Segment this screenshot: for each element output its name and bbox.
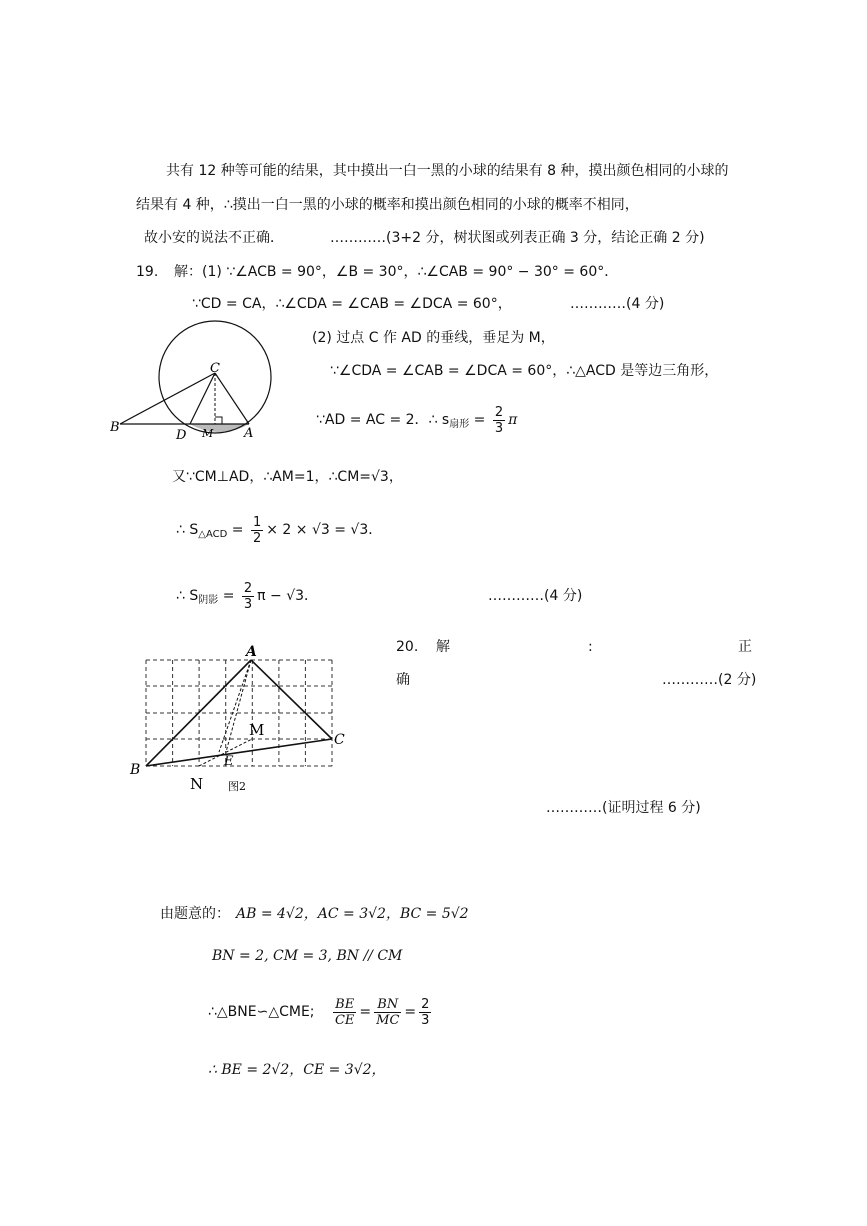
frac-den: MC xyxy=(376,1012,400,1028)
frac-num: 2 xyxy=(421,996,430,1012)
label-d: D xyxy=(176,428,187,443)
q19-score-2: …………(4 分) xyxy=(488,588,583,604)
label-m: M xyxy=(249,721,265,739)
given-label: 由题意的： xyxy=(160,906,230,922)
label-a: A xyxy=(246,644,257,660)
q18-score: …………(3+2 分，树状图或列表正确 3 分，结论正确 2 分) xyxy=(330,230,705,246)
equals: = xyxy=(469,412,490,428)
fraction-bn-mc xyxy=(374,997,401,1028)
sector-sub: 扇形 xyxy=(449,419,470,430)
q20-bn-cm: BN = 2, CM = 3, BN // CM xyxy=(212,948,403,964)
q19-part2: (2) 过点 C 作 AD 的垂线，垂足为 M， xyxy=(312,330,555,346)
dashed-grid xyxy=(146,660,332,766)
figure-caption: 图2 xyxy=(228,780,246,792)
label-c: C xyxy=(334,732,345,748)
fraction-2-3 xyxy=(419,997,431,1028)
equals: = xyxy=(227,522,248,538)
q20-score-1: …………(2 分) xyxy=(662,672,757,688)
q19-part1-line2: ∵CD = CA，∴∠CDA = ∠CAB = ∠DCA = 60°， xyxy=(192,296,512,312)
label-a: A xyxy=(244,426,254,441)
frac-den: 3 xyxy=(243,596,253,612)
circle-c xyxy=(159,321,271,433)
label-b: B xyxy=(110,420,120,435)
q20-similar: ∴△BNE∽△CME; $\frac{BE}{CE}$ = $\frac{BN}{MC}$ = $\frac{2}{3}$ xyxy=(208,996,430,1028)
q20-que: 确 xyxy=(396,672,410,688)
shaded-sub: 阴影 xyxy=(198,595,219,606)
q18-line3: 故小安的说法不正确． xyxy=(144,230,284,246)
label-n: N xyxy=(190,775,204,792)
q20-be-ce: ∴ BE = 2√2，CE = 3√2， xyxy=(208,1062,386,1078)
frac-num: BN xyxy=(374,997,401,1013)
q18-line1: 共有 12 种等可能的结果，其中摸出一白一黑的小球的结果有 8 种，摸出颜色相同的小球的 xyxy=(166,163,729,179)
fraction-be-ce xyxy=(333,997,356,1028)
q18-line2: 结果有 4 种，∴摸出一白一黑的小球的概率和摸出颜色相同的小球的概率不相同， xyxy=(136,197,639,213)
area-s: ∴ S xyxy=(176,522,199,538)
q19-shaded-area xyxy=(176,580,318,617)
q20-score-2: …………(证明过程 6 分) xyxy=(546,800,701,816)
pi: π xyxy=(508,412,518,428)
q20-given xyxy=(160,904,469,924)
frac-num: 2 xyxy=(494,404,504,420)
label-b: B xyxy=(130,762,141,778)
q19-part1: 解：(1) ∵∠ACB = 90°，∠B = 30°，∴∠CAB = 90° − 30° = 60°． xyxy=(174,264,619,280)
equals: = xyxy=(218,588,239,604)
label-m: M xyxy=(202,427,214,440)
shaded-rest: π − √3． xyxy=(257,588,319,604)
shaded-s: ∴ S xyxy=(176,588,199,604)
q19-triangle-area xyxy=(176,514,382,551)
line-dc xyxy=(190,373,215,424)
label-e: E xyxy=(224,754,234,769)
frac-den: 3 xyxy=(494,420,504,436)
q19-number: 19. xyxy=(136,264,159,280)
right-angle-mark xyxy=(215,417,222,424)
q20-zheng: 正 xyxy=(738,639,752,655)
frac-den: 2 xyxy=(252,530,262,546)
given-lengths: AB = 4√2，AC = 3√2，BC = 5√2 xyxy=(236,906,469,922)
line-bc xyxy=(120,373,215,424)
q20-grid-figure xyxy=(128,640,353,792)
line-ca xyxy=(215,373,249,424)
area-rest: × 2 × √3 = √3． xyxy=(266,522,383,538)
fraction-1-2 xyxy=(251,515,263,546)
segment-ae xyxy=(226,660,251,752)
q19-score-1: …………(4 分) xyxy=(570,296,665,312)
q19-sector-area xyxy=(316,404,517,441)
frac-num: 1 xyxy=(252,514,262,530)
q19-cm-line: 又∵CM⊥AD，∴AM=1，∴CM=√3， xyxy=(172,469,403,485)
frac-num: 2 xyxy=(243,580,253,596)
segment-bc xyxy=(146,739,332,766)
q20-jie: 解 xyxy=(436,639,450,655)
frac-den: CE xyxy=(334,1012,355,1028)
q19-part2-line2: ∵∠CDA = ∠CAB = ∠DCA = 60°，∴△ACD 是等边三角形， xyxy=(330,363,719,379)
frac-num: BE xyxy=(333,997,356,1013)
q20-number: 20. xyxy=(396,639,419,655)
fraction-2-3 xyxy=(242,581,254,612)
q20-colon: : xyxy=(588,639,593,655)
sector-text: ∵AD = AC = 2．∴ s xyxy=(316,412,450,428)
similar-triangles: ∴△BNE∽△CME; xyxy=(208,1004,315,1020)
segment-ae-2 xyxy=(219,660,251,752)
area-sub: △ACD xyxy=(198,529,228,540)
label-c: C xyxy=(210,361,220,376)
frac-den: 3 xyxy=(421,1012,430,1028)
q19-figure xyxy=(110,318,280,450)
fraction-2-3 xyxy=(493,405,505,436)
